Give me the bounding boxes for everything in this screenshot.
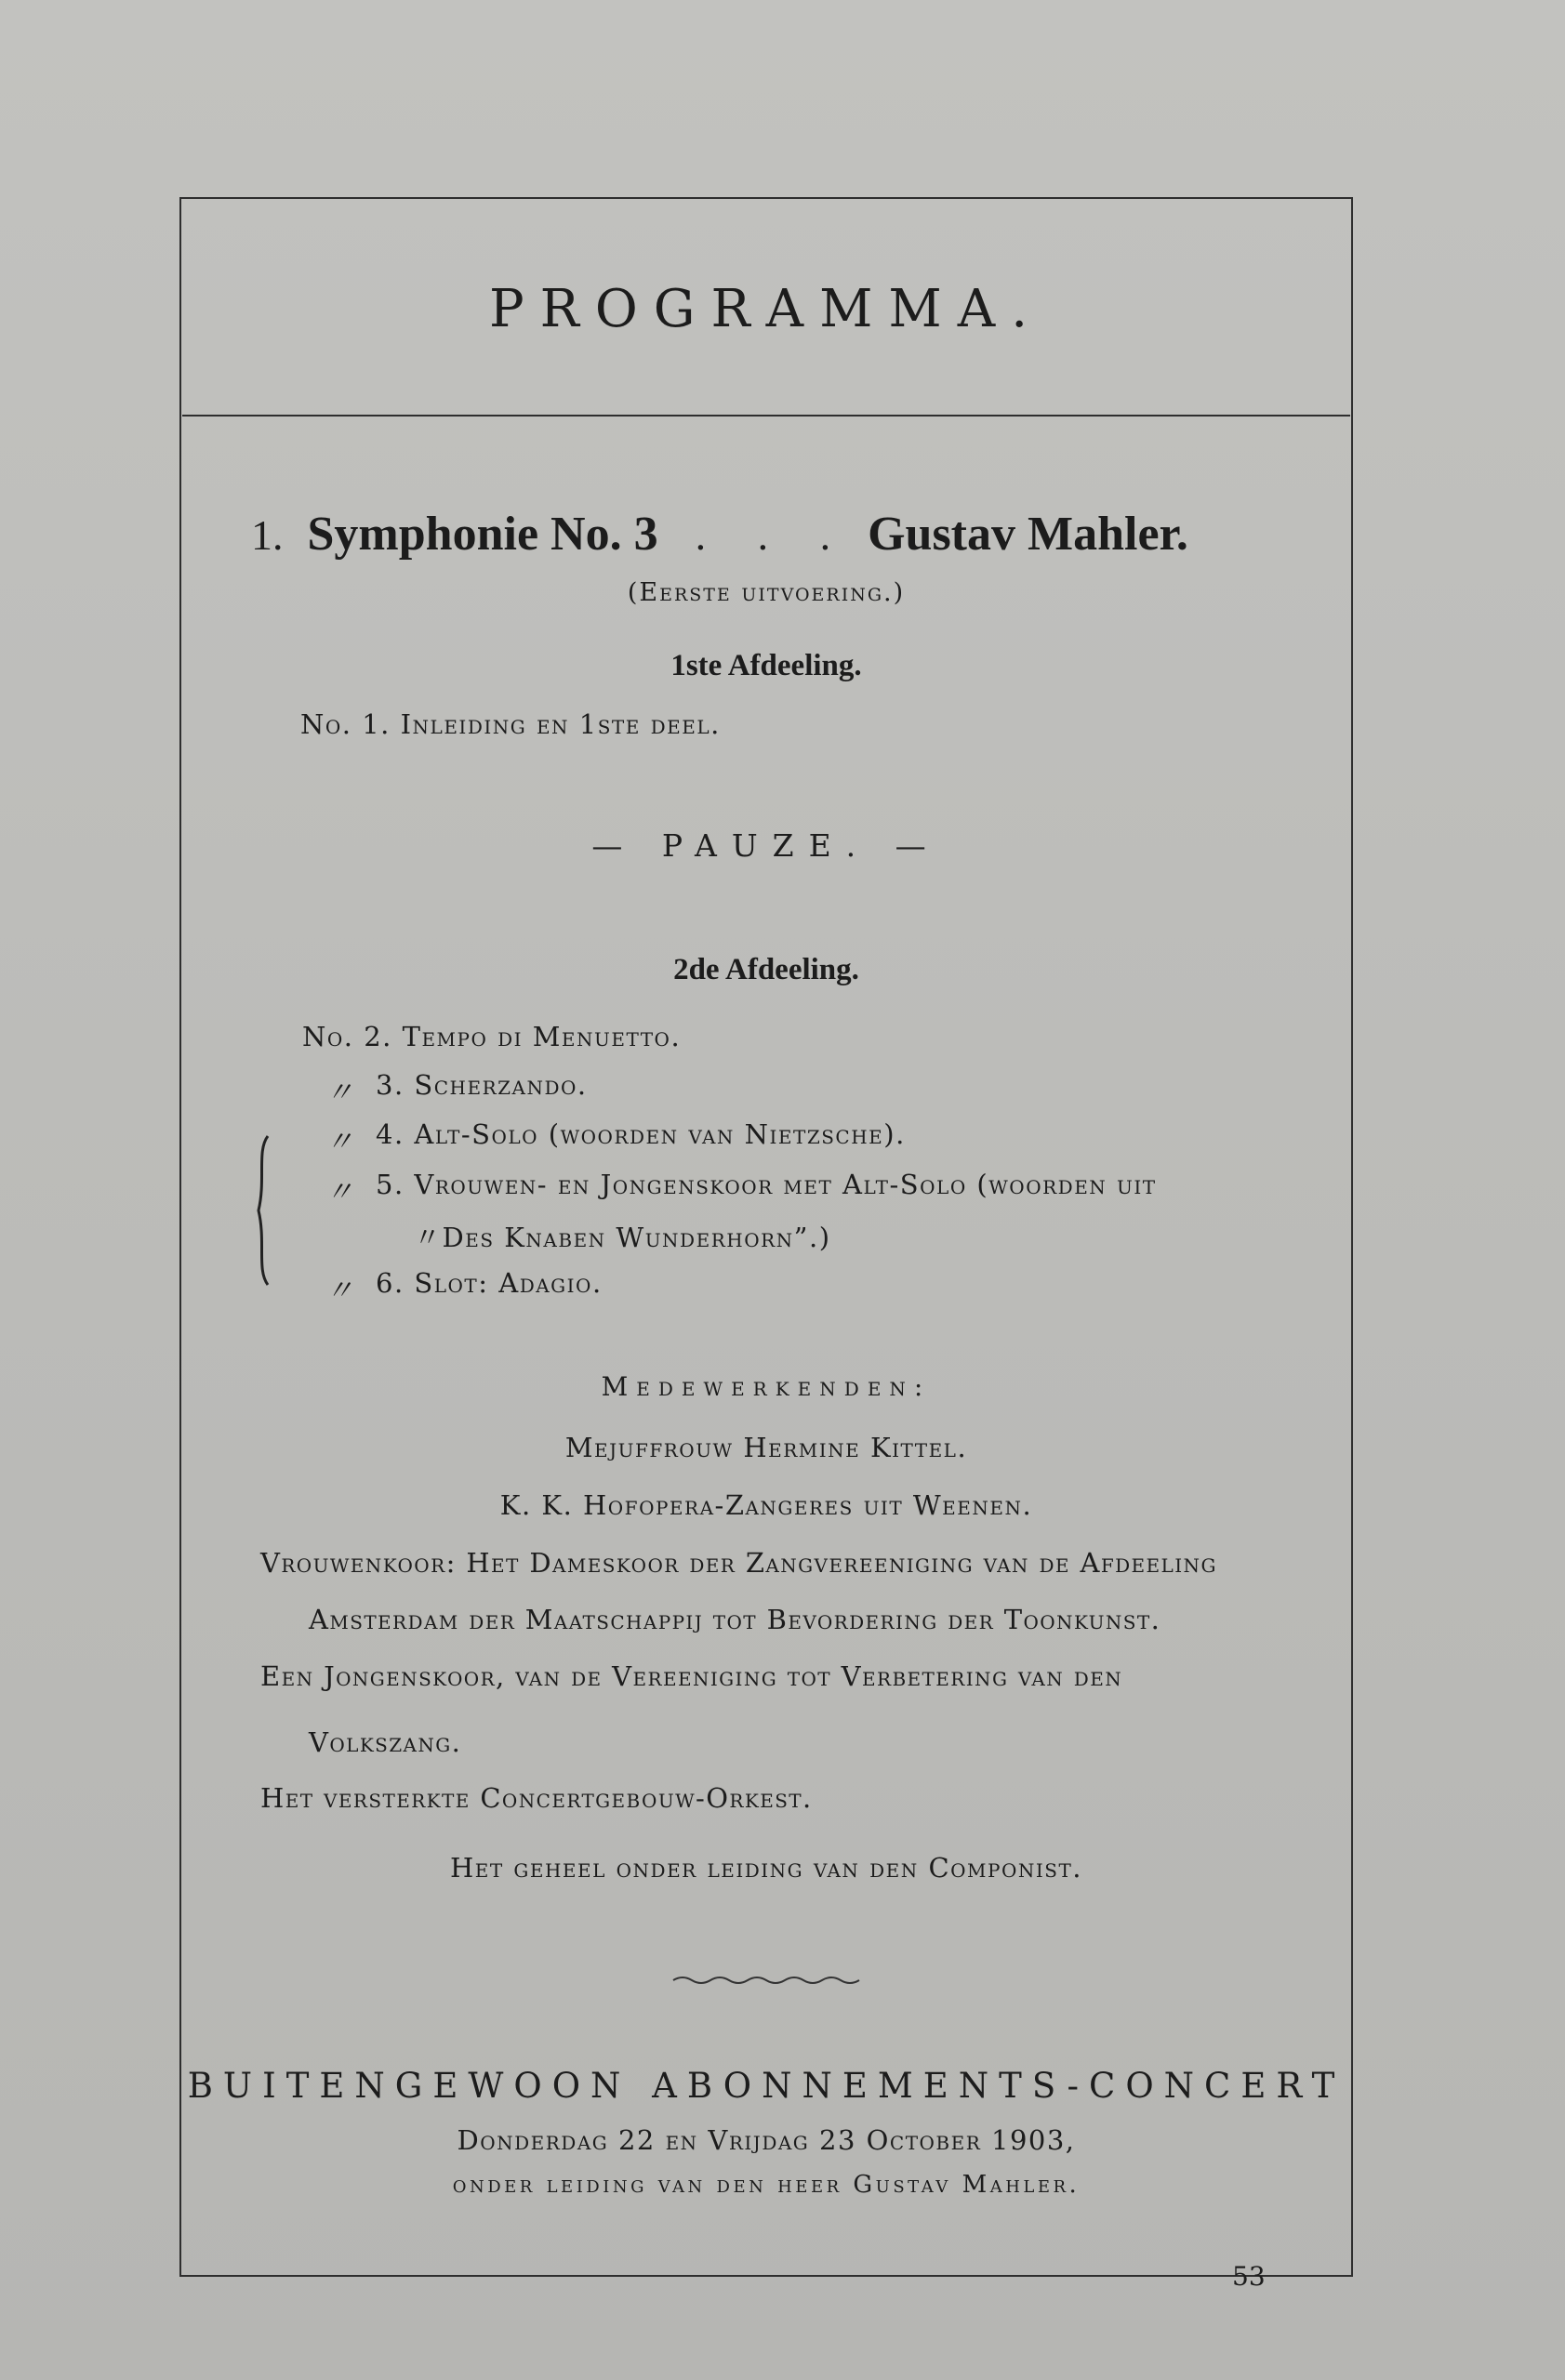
symphony-title: Symphonie No. 3 — [307, 508, 658, 561]
ditto-mark: 〃 — [325, 1176, 353, 1209]
ditto-mark: 〃 — [325, 1077, 353, 1109]
conductor-line: Het geheel onder leiding van den Componist. — [449, 1852, 1083, 1884]
ditto-mark: 〃 — [325, 1275, 353, 1307]
performer-choir-continued: Amsterdam der Maatschappij tot Bevordering der Toonkunst. — [309, 1604, 1161, 1635]
pause-label: — PAUZE. — — [591, 827, 941, 864]
symphony-number: 1. — [251, 511, 284, 559]
movement-4: 4. Alt-Solo (woorden van Nietzsche). — [376, 1118, 906, 1150]
performers-heading: Medewerkenden: — [601, 1371, 932, 1402]
ditto-mark: 〃 — [325, 1126, 353, 1158]
leader-dots: . . . — [695, 511, 852, 559]
symphony-subtitle: (Eerste uitvoering.) — [627, 578, 906, 607]
movement-1: No. 1. Inleiding en 1ste deel. — [300, 708, 721, 740]
performer-orchestra: Het versterkte Concertgebouw-Orkest. — [260, 1782, 813, 1814]
ornament-divider — [671, 1971, 867, 1990]
performer-soloist-title: K. K. Hofopera-Zangeres uit Weenen. — [499, 1489, 1033, 1521]
composer-name: Gustav Mahler. — [868, 508, 1188, 561]
concert-conductor: onder leiding van den heer Gustav Mahler. — [452, 2171, 1081, 2199]
movement-2: No. 2. Tempo di Menuetto. — [302, 1021, 682, 1052]
movement-5: 5. Vrouwen- en Jongenskoor met Alt-Solo (woorden uit — [376, 1169, 1157, 1200]
title-divider — [182, 415, 1350, 416]
movement-3: 3. Scherzando. — [376, 1069, 588, 1101]
performer-soloist: Mejuffrouw Hermine Kittel. — [564, 1432, 968, 1463]
part2-heading: 2de Afdeeling. — [673, 953, 859, 986]
part1-heading: 1ste Afdeeling. — [670, 649, 862, 682]
brace-mark — [249, 1132, 277, 1289]
symphony-line — [251, 507, 1293, 562]
performer-boys-choir-continued: Volkszang. — [309, 1726, 462, 1758]
movement-5-continued: 〃Des Knaben Wunderhorn”.) — [414, 1222, 831, 1253]
performer-boys-choir: Een Jongenskoor, van de Vereeniging tot Verbetering van den — [260, 1660, 1123, 1692]
concert-dates: Donderdag 22 en Vrijdag 23 October 1903, — [457, 2124, 1076, 2156]
concert-title: BUITENGEWOON ABONNEMENTS-CONCERT — [187, 2066, 1346, 2106]
page-number: 53 — [1232, 2261, 1266, 2292]
movement-6: 6. Slot: Adagio. — [376, 1267, 603, 1299]
page-title: PROGRAMMA. — [488, 279, 1043, 339]
performer-choir: Vrouwenkoor: Het Dameskoor der Zangvereeniging van de Afdeeling — [260, 1547, 1217, 1579]
